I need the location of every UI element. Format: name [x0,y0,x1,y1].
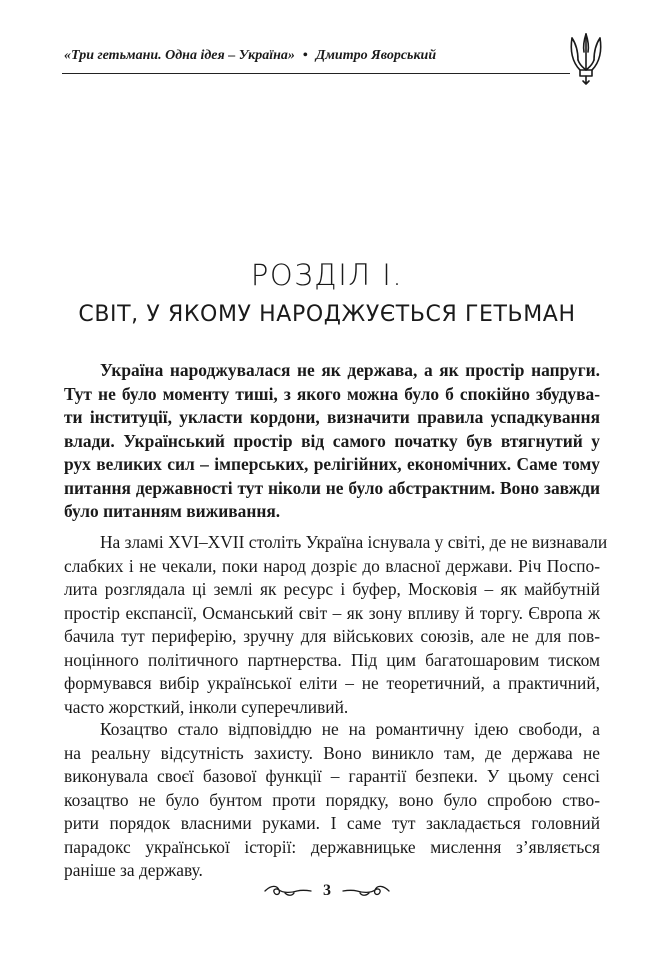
author-name: Дмитро Яворський [315,48,437,63]
paragraph-line: слабких і не чекали, поки народ дозріє до власної держави. Річ Поспо- [64,555,600,576]
page-footer [0,878,654,904]
paragraph-line: на реальну відсутність захисту. Воно виникло там, де держава не [64,742,600,763]
body-paragraph [64,718,600,883]
running-header [64,48,574,72]
paragraph-line: питання державності тут ніколи не було абстрактним. Воно завжди [64,477,600,498]
paragraph-line: Козацтво стало відповіддю не на романтичну ідею свободи, а [100,719,600,739]
paragraph-line: раніше за державу. [64,860,203,880]
paragraph-line: простір експансії, Османський світ – як зону впливу й торгу. Європа ж [64,602,600,623]
header-separator: • [302,48,308,63]
chapter-subtitle: СВІТ, У ЯКОМУ НАРОДЖУЄТЬСЯ ГЕТЬМАН [78,302,576,327]
paragraph-line: Тут не було моменту тиші, з якого можна було б спокійно збудува- [64,383,600,404]
paragraph-line: парадокс української історії: державницьке мислення з’являється [64,836,600,857]
book-title: «Три гетьмани. Одна ідея – Україна» [64,48,295,63]
paragraph-line: рити порядок власними руками. І саме тут закладається головний [64,813,600,833]
paragraph-line: формувався вибір української еліти – не теоретичний, а практичний, [64,673,600,693]
flourish-icon [263,884,313,898]
flourish-icon [341,884,391,898]
chapter-title: РОЗДІЛ I. [250,258,404,292]
paragraph-line: влади. Український простір від самого початку був втягнутий у [64,430,600,451]
paragraph-line: Україна народжувалася не як держава, а як простір напруги. [100,360,600,380]
paragraph-line: ноцінного політичного партнерства. Під цим багатошаровим тиском [64,649,600,670]
page-number: 3 [323,882,331,899]
lead-paragraph [64,359,600,524]
paragraph-line: виконувала своєї базової функції – гарантії безпеки. У цьому сенсі [64,766,600,786]
paragraph-line: було питанням виживання. [64,501,281,521]
paragraph-line: бачила тут периферію, зручну для військових союзів, але не для пов- [64,626,600,646]
paragraph-line: часто жорсткий, інколи суперечливий. [64,696,349,717]
paragraph-line: ти інституції, укласти кордони, визначити правила успадкування [64,407,600,427]
paragraph-line: лита розглядала ці землі як ресурс і буфер, Московія – як майбутній [64,579,600,599]
trident-icon [566,30,606,88]
body-paragraph [64,531,608,719]
paragraph-line: рух великих сил – імперських, релігійних, економічних. Саме тому [64,454,600,474]
paragraph-line: На зламі XVI–XVII століть Україна існувала у світі, де не визнавали [100,532,608,552]
header-rule [62,73,570,74]
paragraph-line: козацтво не було бунтом проти порядку, воно було спробою ство- [64,789,600,810]
